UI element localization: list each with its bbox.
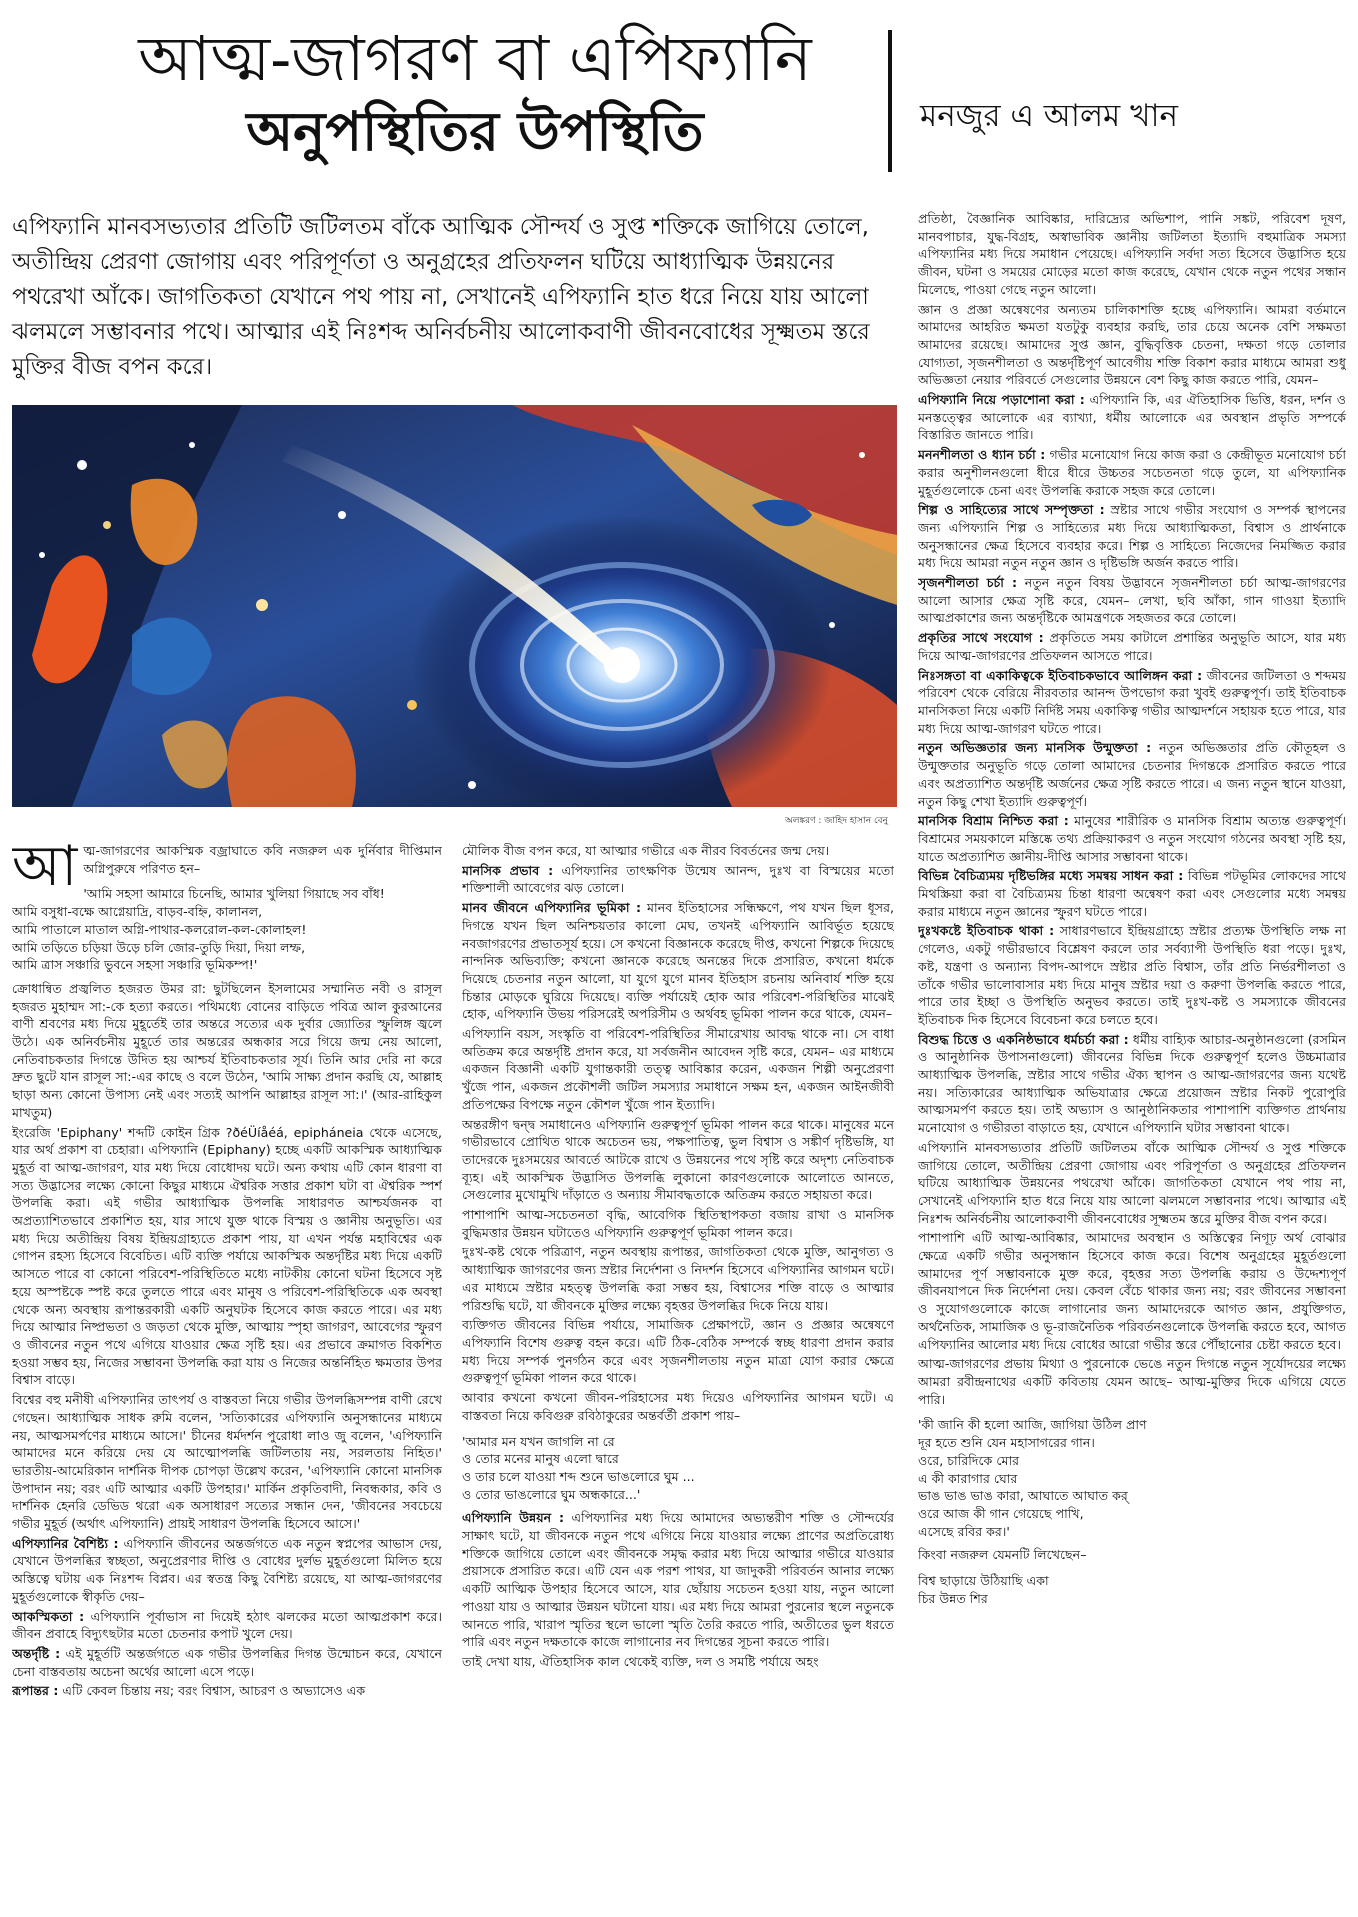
item-text: স্রষ্টার সাথে গভীর সংযোগ ও সম্পর্ক স্থাপনের জন্য এপিফ্যানি শিল্প ও সাহিত্যের মধ্য দিয়ে আধ্যাত্মিকতা, বিশ্বাস ও প্রার্থনাকে অনুসন্ধানের ক্ষেত্র হিসেবে ব্যবহার করে। শিল্প ও সাহিত্যে নিজেদের নিমজ্জিত করার মধ্য দিয়ে আমরা নতুন নতুন জ্ঞান ও দৃষ্টিভঙ্গি অর্জন করতে পারি। (918, 502, 1346, 571)
article-column-3 (918, 210, 1346, 1912)
item-text: গভীর মনোযোগ নিয়ে কাজ করা ও কেন্দ্রীভূত মনোযোগ চর্চা করার অনুশীলনগুলো ধীরে ধীরে উচ্চতর সচেতনতা গড়ে তুলে, যা এপিফ্যানিক মুহূর্তগুলোকে চেনা এবং উপলব্ধি করাকে সহজ করে তোলে। (918, 447, 1346, 498)
features-paragraph (12, 1535, 442, 1606)
body-paragraph: ক্রোধান্বিত প্রজ্বলিত হজরত উমর রা: ছুটছিলেন ইসলামের সম্মানিত নবী ও রাসূল হজরত মুহাম্মদ সা:-কে হত্যা করতে। পথিমধ্যে বোনের বাড়িতে পবিত্র আল কুরআনের বাণী শ্রবণের মধ্য দিয়ে মুহূর্তেই তার অন্তরে সত্যের এক দুর্বার জ্যোতির স্ফুলিঙ্গ জ্বলে উঠে। এক অনির্বচনীয় মুহূর্তে তার অন্তরের অন্ধকার সরে গিয়ে জন্ম নেয় আলো, নেতিবাচকতার দিগন্তে উদিত হয় আশ্চর্য ইতিবাচকতার সূর্য। তিনি আর দেরি না করে দ্রুত ছুটে যান রাসূল সা:-এর কাছে ও বলে উঠেন, 'আমি সাক্ষ্য প্রদান করছি যে, আল্লাহ ছাড়া অন্য কোনো উপাস্য নেই এবং সত্যই আপনি আল্লাহর রাসূল সা:।' (আর-রাহিকুল মাখতুম) (12, 980, 442, 1120)
body-paragraph: মৌলিক বীজ বপন করে, যা আত্মার গভীরে এক নীরব বিবর্তনের জন্ম দেয়। (462, 843, 830, 858)
item-label: বিশুদ্ধ চিত্তে ও একনিষ্ঠভাবে ধর্মচর্চা করা : (918, 1031, 1129, 1047)
list-item (918, 391, 1346, 444)
poem-line: ওরে আজ কী গান গেয়েছে পাখি, (918, 1505, 1084, 1521)
body-paragraph: আবার কখনো কখনো জীবন-পরিহাসের মধ্য দিয়েও এপিফ্যানির আগমন ঘটে। এ বাস্তবতা নিয়ে কবিগুরু রবিঠাকুরের অন্তর্বর্তী প্রকাশ পায়– (462, 1390, 894, 1423)
subhead: আকস্মিকতা : (12, 1608, 85, 1624)
subhead: মানসিক প্রভাব : (462, 862, 554, 878)
item-text: প্রকৃতিতে সময় কাটালে প্রশান্তির অনুভূতি আসে, যার মধ্য দিয়ে আত্ম-জাগরণের প্রতিফলন আসতে পারে। (918, 630, 1346, 663)
image-credit: অলঙ্করণ : জাহিদ হাসান বেনু (785, 816, 888, 826)
item-text: ধর্মীয় বাহ্যিক আচার-অনুষ্ঠানগুলো (রসমিন ও আনুষ্ঠানিক উপাসনাগুলো) জীবনের বিভিন্ন দিকে গুরুত্বপূর্ণ হলেও উচ্চমাত্রার আধ্যাত্মিক উপলব্ধি, স্রষ্টার সাথে গভীর ঐক্য স্থাপন ও আত্ম-জাগরণের জন্য যথেষ্ট নয়। সত্যিকারের আধ্যাত্মিক অভিযাত্রার ক্ষেত্রে প্রয়োজন স্রষ্টার নিকট পুরোপুরি আত্মসমর্পণ করতে হয়। তাই অভ্যাস ও আনুষ্ঠানিকতার পাশাপাশি ব্যক্তিগত প্রার্থনায় মনোযোগ ও গভীরতা বাড়াতে হয়, যেখানে এপিফ্যানি ঘটার সম্ভাবনা থাকে। (918, 1031, 1346, 1136)
subhead-text: এপিফ্যানি পূর্বাভাস না দিয়েই হঠাৎ ঝলকের মতো আত্মপ্রকাশ করে। জীবন প্রবাহে বিদ্যুৎছটার মতো চেতনার কপাট খুলে দেয়। (12, 1608, 442, 1642)
poem-line: ভাঙ ভাঙ ভাঙ কারা, আঘাতে আঘাত কর্‌ (918, 1488, 1128, 1504)
poem-line: আমি তড়িতে চড়িয়া উড়ে চলি জোর-তুড়ি দিয়া, দিয়া লম্ফ, (12, 939, 306, 955)
author-byline: মনজুর এ আলম খান (920, 98, 1178, 134)
role-paragraph (462, 899, 894, 1023)
subhead: মানব জীবনে এপিফ্যানির ভূমিকা : (462, 900, 642, 916)
item-label: নিঃসঙ্গতা বা একাকিত্বকে ইতিবাচকভাবে আলিঙ্গন করা : (918, 667, 1203, 683)
subhead: এপিফ্যানি উন্নয়ন : (462, 1510, 565, 1526)
subhead-text: এপিফ্যানির মধ্য দিয়ে আমাদের অভ্যন্তরীণ শক্তি ও সৌন্দর্যের সাক্ষাৎ ঘটে, যা জীবনকে নতুন পথে এগিয়ে নিয়ে যাওয়ার লক্ষ্যে প্রাণের অপ্রতিরোধ্য শক্তিকে জাগিয়ে তোলে এবং জীবনকে সমৃদ্ধ করার মধ্য দিয়ে আত্মার গভীরে যাওয়ার প্রয়াসকে প্রসারিত করে। এটি যেন এক পরশ পাথর, যা জাদুকরী পরিবর্তন আনার লক্ষ্যে একটি আত্মিক উপহার হিসেবে আসে, যার ছোঁয়ায় সচেতন হওয়া যায়, নতুন আলো পাওয়া যায় ও আত্মার উন্নয়ন ঘটানো যায়। এর মধ্য দিয়ে আমরা পুরনোর স্থলে নতুনকে আনতে পারি, খারাপ স্মৃতির স্থলে ভালো স্মৃতি তৈরি করতে পারি, অতীতের ভুল ধরতে পারি এবং নতুন দক্ষতাকে কাজে লাগানোর নব দিগন্তের সূচনা করতে পারি। (462, 1510, 894, 1650)
tagore-poem (918, 1416, 1346, 1540)
list-item (918, 739, 1346, 810)
body-paragraph: ব্যক্তিগত জীবনের বিভিন্ন পর্যায়ে, সামাজিক প্রেক্ষাপটে, জ্ঞান ও প্রজ্ঞার অন্বেষণে এপিফ্যানি বিশেষ গুরুত্ব বহন করে। এটি ঠিক-বেঠিক সম্পর্কে স্বচ্ছ ধারণা প্রদান করার মধ্য দিয়ে সম্পর্ক পুনর্গঠন করে এবং সৃজনশীলতায় নতুন মাত্রা যোগ করার ক্ষেত্রে গুরুত্বপূর্ণ ভূমিকা পালন করে থাকে। (462, 1317, 894, 1386)
poem-line: আমি বসুধা-বক্ষে আগ্নেয়াদ্রি, বাড়ব-বহ্নি, কালানল, (12, 904, 263, 920)
feature-item (12, 1645, 442, 1680)
poem-line: 'আমার মন যখন জাগলি না রে (462, 1433, 615, 1449)
development-paragraph (462, 1509, 894, 1651)
article-column-1 (12, 842, 442, 1912)
poem-line: এসেছে রবির কর।' (918, 1523, 1010, 1539)
tagore-song (462, 1433, 894, 1504)
feature-item (12, 1682, 442, 1700)
poem-line: 'কী জানি কী হলো আজি, জাগিয়া উঠিল প্রাণ (918, 1417, 1147, 1433)
poem-line: 'আমি সহসা আমারে চিনেছি, আমার খুলিয়া গিয়াছে সব বাঁধ! (83, 886, 385, 902)
subhead: অন্তর্দৃষ্টি : (12, 1645, 61, 1661)
body-paragraph: কিংবা নজরুল যেমনটি লিখেছেন– (918, 1547, 1087, 1563)
item-label: মানসিক বিশ্রাম নিশ্চিত করা : (918, 813, 1069, 829)
poem-line: এ কী কারাগার ঘোর (918, 1470, 1018, 1486)
list-item (918, 867, 1346, 920)
poem-line: ও তার চলে যাওয়া শব্দ শুনে ভাঙলোরে ঘুম ... (462, 1468, 695, 1484)
item-text: নতুন অভিজ্ঞতার প্রতি কৌতূহল ও উন্মুক্ততার অনুভূতি গড়ে তোলা আমাদের চেতনার দিগন্তকে প্রসারিত করতে পারে এবং অপ্রত্যাশিত অন্তর্দৃষ্টি অর্জনের ক্ষেত্র সৃষ্টি করতে পারে। এ জন্য নতুন স্থানে যাওয়া, নতুন কিছু শেখা ইত্যাদি গুরুত্বপূর্ণ। (918, 740, 1346, 809)
item-label: বিভিন্ন বৈচিত্র্যময় দৃষ্টিভঙ্গির মধ্যে সমন্বয় সাধন করা : (918, 868, 1184, 884)
nazrul-closing-poem (918, 1572, 1346, 1607)
list-item (918, 501, 1346, 572)
poem-line: চির উন্নত শির (918, 1590, 988, 1606)
list-item (918, 922, 1346, 1028)
poem-line: আমি ত্রাস সঞ্চারি ভুবনে সহসা সঞ্চারি ভূমিকম্প!' (12, 957, 258, 973)
body-paragraph: ইংরেজি 'Epiphany' শব্দটি কোইন গ্রিক ?ðéÜíåéá, epipháneia থেকে এসেছে, যার অর্থ প্রকাশ বা চেহারা। এপিফ্যানি (Epiphany) হচ্ছে একটি আকস্মিক আধ্যাত্মিক মুহূর্ত বা আত্ম-জাগরণ, যার মধ্য দিয়ে বোধোদয় ঘটে। অন্য কথায় এটি কোন ধারণা বা সত্য উদ্ভাসের লক্ষ্যে কোনো কিছুর মাধ্যমে ঐশ্বরিক সত্তার প্রকাশ ঘটা বা ঐশ্বরিক স্পর্শ উপলব্ধি করা। এই গভীর আধ্যাত্মিক উপলব্ধি সাধারণত আশ্চর্যজনক বা অপ্রত্যাশিতভাবে প্রকাশিত হয়, যার সাথে যুক্ত থাকে বিস্ময় ও জ্ঞানীয় অনুভূতি। এর মধ্য দিয়ে অতীন্দ্রিয় বিষয় ইন্দ্রিয়গ্রাহ্যতে প্রকাশ পায়, যা এখন পর্যন্ত মহাবিশ্বের এক গোপন রহস্য হিসেবে বিবেচিত। এটি ব্যক্তি পর্যায়ে আকস্মিক অন্তর্দৃষ্টির মধ্য দিয়ে একটি আসতে পারে বা কোনো পরিবেশ-পরিস্থিতিতে মধ্যে নাটকীয় কোনো ঘটনা হিসেবে সৃষ্ট হয়ে অস্পষ্টকে স্পষ্ট করে তুলতে পারে এবং মানুষ ও পরিবেশ-পরিস্থিতিকে এক অবস্থা থেকে অন্য অবস্থায় রূপান্তরকারী একটি অনুঘটক হিসেবে কাজ করতে পারে। এর মধ্য দিয়ে আত্মার নিষ্প্রভতা ও জড়তা থেকে মুক্তি, আত্মায় স্পৃহা জাগরণ, আবেগের স্ফুরণ ও জীবনের নতুন পথে এগিয়ে যাওয়ার ক্ষেত্র সৃষ্টি হয়। এর প্রভাবে ক্রমাগত বিকশিত হওয়া সম্ভব হয়, নিজের সম্ভাবনা উপলব্ধি করা যায় ও নিজের অন্তর্নিহিত ক্ষমতার উপর বিশ্বাস বাড়ে। (12, 1124, 442, 1388)
feature-item (12, 1608, 442, 1643)
item-text: জীবনের জটিলতা ও শব্দময় পরিবেশ থেকে বেরিয়ে নীরবতার আনন্দ উপভোগ করা খুবই গুরুত্বপূর্ণ। তাই ইতিবাচক মানসিকতা নিয়ে একটি নির্দিষ্ট সময় একাকিত্ব গভীর আত্মদর্শনে সহায়ক হতে পারে, যার মধ্য দিয়ে আত্ম-জাগরণ ঘটতে পারে। (918, 667, 1346, 736)
item-label: সৃজনশীলতা চর্চা : (918, 575, 1018, 591)
poem-line: ওরে, চারিদিকে মোর (918, 1452, 1020, 1468)
body-paragraph: দুঃখ-কষ্ট থেকে পরিত্রাণ, নতুন অবস্থায় রূপান্তর, জাগতিকতা থেকে মুক্তি, আনুগত্য ও আধ্যাত্মিক জাগরণের জন্য স্রষ্টার নির্দেশনা ও নিদর্শন হিসেবে এপিফ্যানির আগমন ঘটে। এর মাধ্যমে স্রষ্টার মহত্ত্ব উপলব্ধি করা সম্ভব হয়, বিশ্বাসের শক্তি বাড়ে ও আত্মার পরিশুদ্ধি ঘটে, যা জীবনকে মুক্তির লক্ষ্যে বৃহত্তর উপলব্ধির দিকে নিয়ে যায়। (462, 1244, 894, 1313)
item-text: বিভিন্ন পটভূমির লোকদের সাথে মিথস্ক্রিয়া করা বা বৈচিত্র্যময় চিন্তা ধারণা অন্বেষণ করা এবং সেগুলোর মধ্যে সমন্বয় করার মাধ্যমে নতুন জ্ঞানের স্ফুরণ ঘটতে পারে। (918, 868, 1346, 919)
body-paragraph: প্রতিষ্ঠা, বৈজ্ঞানিক আবিষ্কার, দারিদ্র্যের অভিশাপ, পানি সঙ্কট, পরিবেশ দূষণ, মানবপাচার, যুদ্ধ-বিগ্রহ, অস্বাভাবিক জ্ঞানীয় জটিলতা ইত্যাদি বহুমাত্রিক সমস্যা এপিফ্যানির মধ্য দিয়ে সমাধান পেয়েছে। এপিফ্যানি সর্বদা সত্য হিসেবে উদ্ভাসিত হয়ে জীবন, ঘটনা ও সময়ের মোড়ের মতো কাজ করেছে, যেখান থেকে নতুন পথের সন্ধান মিলেছে, পাওয়া গেছে নতুন আলো। (918, 211, 1346, 297)
item-label: শিল্প ও সাহিত্যের সাথে সম্পৃক্ততা : (918, 502, 1105, 518)
list-item (918, 446, 1346, 499)
headline (95, 22, 855, 166)
item-label: প্রকৃতির সাথে সংযোগ : (918, 630, 1044, 646)
poem-line: আমি পাতালে মাতাল অগ্নি-পাথার-কলরোল-কল-কোলাহল! (12, 921, 307, 937)
title-divider (888, 30, 892, 172)
poem-line: বিশ্ব ছাড়ায়ে উঠিয়াছি একা (918, 1573, 1049, 1589)
list-item (918, 574, 1346, 627)
intro-text: ত্ম-জাগরণের আকস্মিক বজ্রাঘাতে কবি নজরুল এক দুর্নিবার দীপ্তিমান অগ্নিপুরুষে পরিণত হন– (83, 843, 442, 876)
item-text: এপিফ্যানি কি, এর ঐতিহাসিক ভিত্তি, ধরন, দর্শন ও মনস্তত্ত্বের আলোকে এর ব্যাখ্যা, ধর্মীয় আলোকে এর অবস্থান প্রভৃতি সম্পর্কে বিস্তারিত জানতে পারি। (918, 392, 1346, 443)
item-label: দুঃখকষ্টে ইতিবাচক থাকা : (918, 923, 1055, 939)
list-item (918, 812, 1346, 865)
lead-paragraph: এপিফ্যানি মানবসভ্যতার প্রতিটি জটিলতম বাঁকে আত্মিক সৌন্দর্য ও সুপ্ত শক্তিকে জাগিয়ে তোলে, অতীন্দ্রিয় প্রেরণা জোগায় এবং পরিপূর্ণতা ও অনুগ্রহের প্রতিফলন ঘটিয়ে আধ্যাত্মিক উন্নয়নের পথরেখা আঁকে। জাগতিকতা যেখানে পথ পায় না, সেখানেই এপিফ্যানি হাত ধরে নিয়ে যায় আলো ঝলমলে সম্ভাবনার পথে। আত্মার এই নিঃশব্দ অনির্বচনীয় আলোকবাণী জীবনবোধের সূক্ষ্মতম স্তরে মুক্তির বীজ বপন করে। (12, 214, 870, 380)
item-label: নতুন অভিজ্ঞতার জন্য মানসিক উন্মুক্ততা : (918, 740, 1152, 756)
poem-line: দূর হতে শুনি যেন মহাসাগরের গান। (918, 1435, 1095, 1451)
subhead-text: এই মুহূর্তটি অন্তর্জগতে এক গভীর উপলব্ধির দিগন্ত উন্মোচন করে, যেখানে চেনা বাস্তবতায় অচেনা অর্থের আলো এসে পড়ে। (12, 1645, 442, 1679)
item-label: মননশীলতা ও ধ্যান চর্চা : (918, 447, 1046, 463)
cosmic-illustration (12, 405, 897, 807)
article-column-2 (462, 842, 894, 1912)
subhead-text: এটি কেবল চিন্তায় নয়; বরং বিশ্বাস, আচরণ ও অভ্যাসেও এক (58, 1683, 366, 1699)
subhead: রূপান্তর : (12, 1683, 59, 1699)
drop-cap: আ (12, 842, 78, 899)
subhead-text: এপিফ্যানির তাৎক্ষণিক উন্মেষ আনন্দ, দুঃখ বা বিস্ময়ের মতো শক্তিশালী আবেগের ঝড় তোলে। (462, 862, 894, 896)
body-paragraph: পাশাপাশি আত্ম-সচেতনতা বৃদ্ধি, আবেগিক স্থিতিস্থাপকতা বজায় রাখা ও মানসিক বুদ্ধিমত্তার উন্নয়ন ঘটাতেও এপিফ্যানি গুরুত্বপূর্ণ ভূমিকা পালন করে। (462, 1207, 894, 1240)
item-text: মানুষের শারীরিক ও মানসিক বিশ্রাম অত্যন্ত গুরুত্বপূর্ণ। বিশ্রামের সময়কালে মস্তিষ্কে তথ্য প্রক্রিয়াকরণ ও নতুন সংযোগ গঠনের অবস্থা সৃষ্টি হয়, যাতে অপ্রত্যাশিত জ্ঞানীয়-দীপ্তি আসার সম্ভাবনা থাকে। (918, 813, 1346, 864)
list-item (918, 1031, 1346, 1137)
poem-line: ও তোর মনের মানুষ এলো দ্বারে (462, 1451, 619, 1467)
list-item (918, 629, 1346, 664)
body-paragraph: এপিফ্যানি মানবসভ্যতার প্রতিটি জটিলতম বাঁকে আত্মিক সৌন্দর্য ও সুপ্ত শক্তিকে জাগিয়ে তোলে, অতীন্দ্রিয় প্রেরণা জোগায় এবং পরিপূর্ণতা ও অনুগ্রহের প্রতিফলন ঘটিয়ে আধ্যাত্মিক উন্নয়নের পথরেখা আঁকে। জাগতিকতা যেখানে পথ পায় না, সেখানেই এপিফ্যানি হাত ধরে নিয়ে যায় আলো ঝলমলে সম্ভাবনার পথে। আত্মার এই নিঃশব্দ অনির্বচনীয় আলোকবাণী জীবনবোধের সূক্ষ্মতম স্তরে মুক্তির বীজ বপন করে। (918, 1139, 1346, 1226)
subhead-text: মানব ইতিহাসের সন্ধিক্ষণে, পথ যখন ছিল ধূসর, দিগন্তে যখন ছিল অনিশ্চয়তার কালো মেঘ, তখনই এপিফ্যানি আবির্ভূত হয়েছে নবজাগরণের প্রভাতসূর্য হয়ে। সে কখনো বিজ্ঞানকে করেছে দীপ্ত, কখনো শিল্পকে দিয়েছে নান্দনিক অভিব্যক্তি; কখনো জ্ঞানকে করেছে অনন্তের দিকে প্রসারিত, কখনো ধর্মকে দিয়েছে চেতনার নতুন আলো, যা যুগে যুগে মানব ইতিহাস রচনায় অনিবার্য শক্তি হয়ে চিন্তার মোড়কে ঘুরিয়ে দিয়েছে। ব্যক্তি পর্যায়েই হোক আর পরিবেশ-পরিস্থিতির মাঝেই হোক, এপিফ্যানি উভয় পরিসরেই অপরিসীম ও অর্থবহ ভূমিকা পালন করে থাকে, যেমন– (462, 900, 894, 1022)
list-item (918, 667, 1346, 738)
subhead: এপিফ্যানির বৈশিষ্ট্য : (12, 1535, 119, 1551)
body-paragraph: অন্তরঙ্গীণ দ্বন্দ্ব সমাধানেও এপিফ্যানি গুরুত্বপূর্ণ ভূমিকা পালন করে থাকে। মানুষের মনে গভীরভাবে প্রোথিত থাকে অচেতন ভয়, পক্ষপাতিত্ব, ভুল বিশ্বাস ও সঙ্কীর্ণ দৃষ্টিভঙ্গি, যা তাদেরকে দুঃসময়ের আবর্তে আটকে রাখে ও উন্নয়নের পথে সৃষ্টি করে অদৃশ্য নেতিবাচক ব্যূহ। এই আকস্মিক উদ্ভাসিত উপলব্ধি লুকানো কারণগুলোকে আলোতে আনতে, সেগুলোর মুখোমুখি দাঁড়াতে ও অন্যায় সীমাবদ্ধতাকে অতিক্রম করতে সহায়তা করে। (462, 1116, 894, 1203)
body-paragraph: জ্ঞান ও প্রজ্ঞা অন্বেষণের অন্যতম চালিকাশক্তি হচ্ছে এপিফ্যানি। আমরা বর্তমানে আমাদের আহরিত ক্ষমতা যতটুকু ব্যবহার করছি, তার চেয়ে অনেক বেশি সক্ষমতা আমাদের রয়েছে। আমাদের সুপ্ত জ্ঞান, বুদ্ধিবৃত্তিক চেতনা, দক্ষতা গড়ে তোলার যোগ্যতা, সৃজনশীলতা ও অন্তর্দৃষ্টিপূর্ণ আবেগীয় শক্তি বিকাশ করার মাধ্যমে আমরা শুধু অভিজ্ঞতা নেয়ার পরিবর্তে সেগুলোর উন্নয়নে বেশ কিছু কাজ করতে পারি, যেমন– (918, 301, 1346, 388)
body-paragraph: বিশ্বের বহু মনীষী এপিফ্যানির তাৎপর্য ও বাস্তবতা নিয়ে গভীর উপলব্ধিসম্পন্ন বাণী রেখে গেছেন। আধ্যাত্মিক সাধক রুমি বলেন, 'সত্যিকারের এপিফ্যানি অনুসন্ধানের মাধ্যমে নয়, আত্মসমর্পণের মাধ্যমে আসে।' চীনের ধর্মদর্শন পুরোধা লাও জু বলেন, 'এপিফ্যানি আমাদের মনে করিয়ে দেয় যে আত্মোপলব্ধি জটিলতায় নয়, সরলতায় নিহিত।' ভারতীয়-আমেরিকান দার্শনিক দীপক চোপড়া উল্লেখ করেন, 'এপিফ্যানি কোনো মানসিক উপাদান নয়; বরং এটি আত্মার একটি উপহার।' মার্কিন প্রকৃতিবাদী, নিবন্ধকার, কবি ও দার্শনিক হেনরি ডেভিড থরো এক অসাধারণ সত্যের সন্ধান দেন, 'জীবনের সবচেয়ে গভীর মুহূর্ত (অর্থাৎ এপিফ্যানি) প্রায়ই সাধারণ উপলব্ধি হিসেবে আসে।' (12, 1392, 442, 1532)
feature-item (462, 862, 894, 897)
headline-line2: অনুপস্থিতির উপস্থিতি (246, 99, 704, 163)
body-paragraph: এপিফ্যানি বয়স, সংস্কৃতি বা পরিবেশ-পরিস্থিতির সীমারেখায় আবদ্ধ থাকে না। সে বাধা অতিক্রম করে অন্তর্দৃষ্টি প্রদান করে, যা সর্বজনীন আবেদন সৃষ্টি করে, যেমন– এর মাধ্যমে একজন বিজ্ঞানী একটি যুগান্তকারী তত্ত্ব আবিষ্কার করেন, একজন শিল্পী অনুপ্রেরণা খুঁজে পান, একজন প্রকৌশলী জটিল সমস্যার সমাধানে সক্ষম হন, একজন আইনজীবী প্রতিপক্ষের বিপক্ষে নতুন কৌশল খুঁজে পান ইত্যাদি। (462, 1026, 894, 1112)
headline-line1: আত্ম-জাগরণ বা এপিফ্যানি (138, 22, 812, 95)
poem-line: ও তোর ভাঙলোরে ঘুম অন্ধকারে...' (462, 1486, 641, 1502)
body-paragraph: আত্ম-জাগরণের প্রভায় মিথ্যা ও পুরনোকে ভেঙে নতুন দিগন্তে নতুন সূর্যোদয়ের লক্ষ্যে আমরা রবীন্দ্রনাথের একটি কবিতায় যেমন আছে– আত্ম-মুক্তির দিকে এগিয়ে যেতে পারি। (918, 1356, 1346, 1407)
body-paragraph: তাই দেখা যায়, ঐতিহাসিক কাল থেকেই ব্যক্তি, দল ও সমষ্টি পর্যায়ে অহং (462, 1653, 819, 1669)
item-label: এপিফ্যানি নিয়ে পড়াশোনা করা : (918, 392, 1085, 408)
item-text: সাধারণভাবে ইন্দ্রিয়গ্রাহ্যে স্রষ্টার প্রত্যক্ষ উপস্থিতি লক্ষ না গেলেও, একটু গভীরভাবে বিশ্লেষণ করলে তার সর্বব্যাপী উপস্থিতি ধরা পড়ে। দুঃখ, কষ্ট, যন্ত্রণা ও অন্যান্য বিপদ-আপদে স্রষ্টার প্রতি বিশ্বাস, তাঁর প্রতি নির্ভরশীলতা ও তাঁকে গভীর ভালোবাসার মধ্য দিয়ে মানুষ স্রষ্টার দয়া ও করুণা উপলব্ধি করতে পারে, পারে তার ইচ্ছা ও উপস্থিতি অনুভব করতে। তাই দুঃখ-কষ্ট ও সমস্যাকে জীবনের ইতিবাচক দিক হিসেবে বিবেচনা করে চলতে হবে। (918, 923, 1346, 1027)
subhead-text: এপিফ্যানি জীবনের অন্তর্জগতে এক নতুন স্বপ্নপের আভাস দেয়, যেখানে উপলব্ধির স্বচ্ছতা, অনুপ্রেরণার দীপ্তি ও বোধের দুর্লভ মুহূর্তগুলো মিলিত হয়ে অস্তিত্বে ঘটায় এক নিঃশব্দ বিপ্লব। এর স্বতন্ত্র কিছু বৈশিষ্ট্য রয়েছে, যা আত্ম-জাগরণের মুহূর্তগুলোকে স্বীকৃতি দেয়– (12, 1535, 442, 1604)
body-paragraph: পাশাপাশি এটি আত্ম-আবিষ্কার, আমাদের অবস্থান ও অস্তিত্বের নিগূঢ় অর্থ বোঝার ক্ষেত্রে একটি গভীর অনুসন্ধান হিসেবে কাজ করে। বিশেষ অনুগ্রহের মুহূর্তগুলো আমাদের পূর্ণ সম্ভাবনাকে মুক্ত করে, বৃহত্তর সত্য উপলব্ধি করায় ও উদ্দেশ্যপূর্ণ জীবনযাপনে দিক নির্দেশনা দেয়। কেবল বেঁচে থাকার জন্য নয়; বরং জীবনের সম্ভাবনা ও সুযোগগুলোকে কাজে লাগানোর জন্য আমাদেরকে আগত জ্ঞান, প্রযুক্তিগত, অর্থনৈতিক, সামাজিক ও ভূ-রাজনৈতিক পরিবর্তনগুলোকে উপলব্ধি করতে হবে, আগত এপিফ্যানির আলোর মধ্য দিয়ে বোধের আরো গভীর স্তরে পৌঁছানোর চেষ্টা করতে হবে। (918, 1230, 1346, 1352)
item-text: নতুন নতুন বিষয় উদ্ভাবনে সৃজনশীলতা চর্চা আত্ম-জাগরণের আলো আসার ক্ষেত্র সৃষ্টি করে, যেমন– লেখা, ছবি আঁকা, গান গাওয়া ইত্যাদি আত্মপ্রকাশের জন্য অন্তর্দৃষ্টিকে আমন্ত্রণকে সহজতর করে তোলে। (918, 575, 1346, 626)
